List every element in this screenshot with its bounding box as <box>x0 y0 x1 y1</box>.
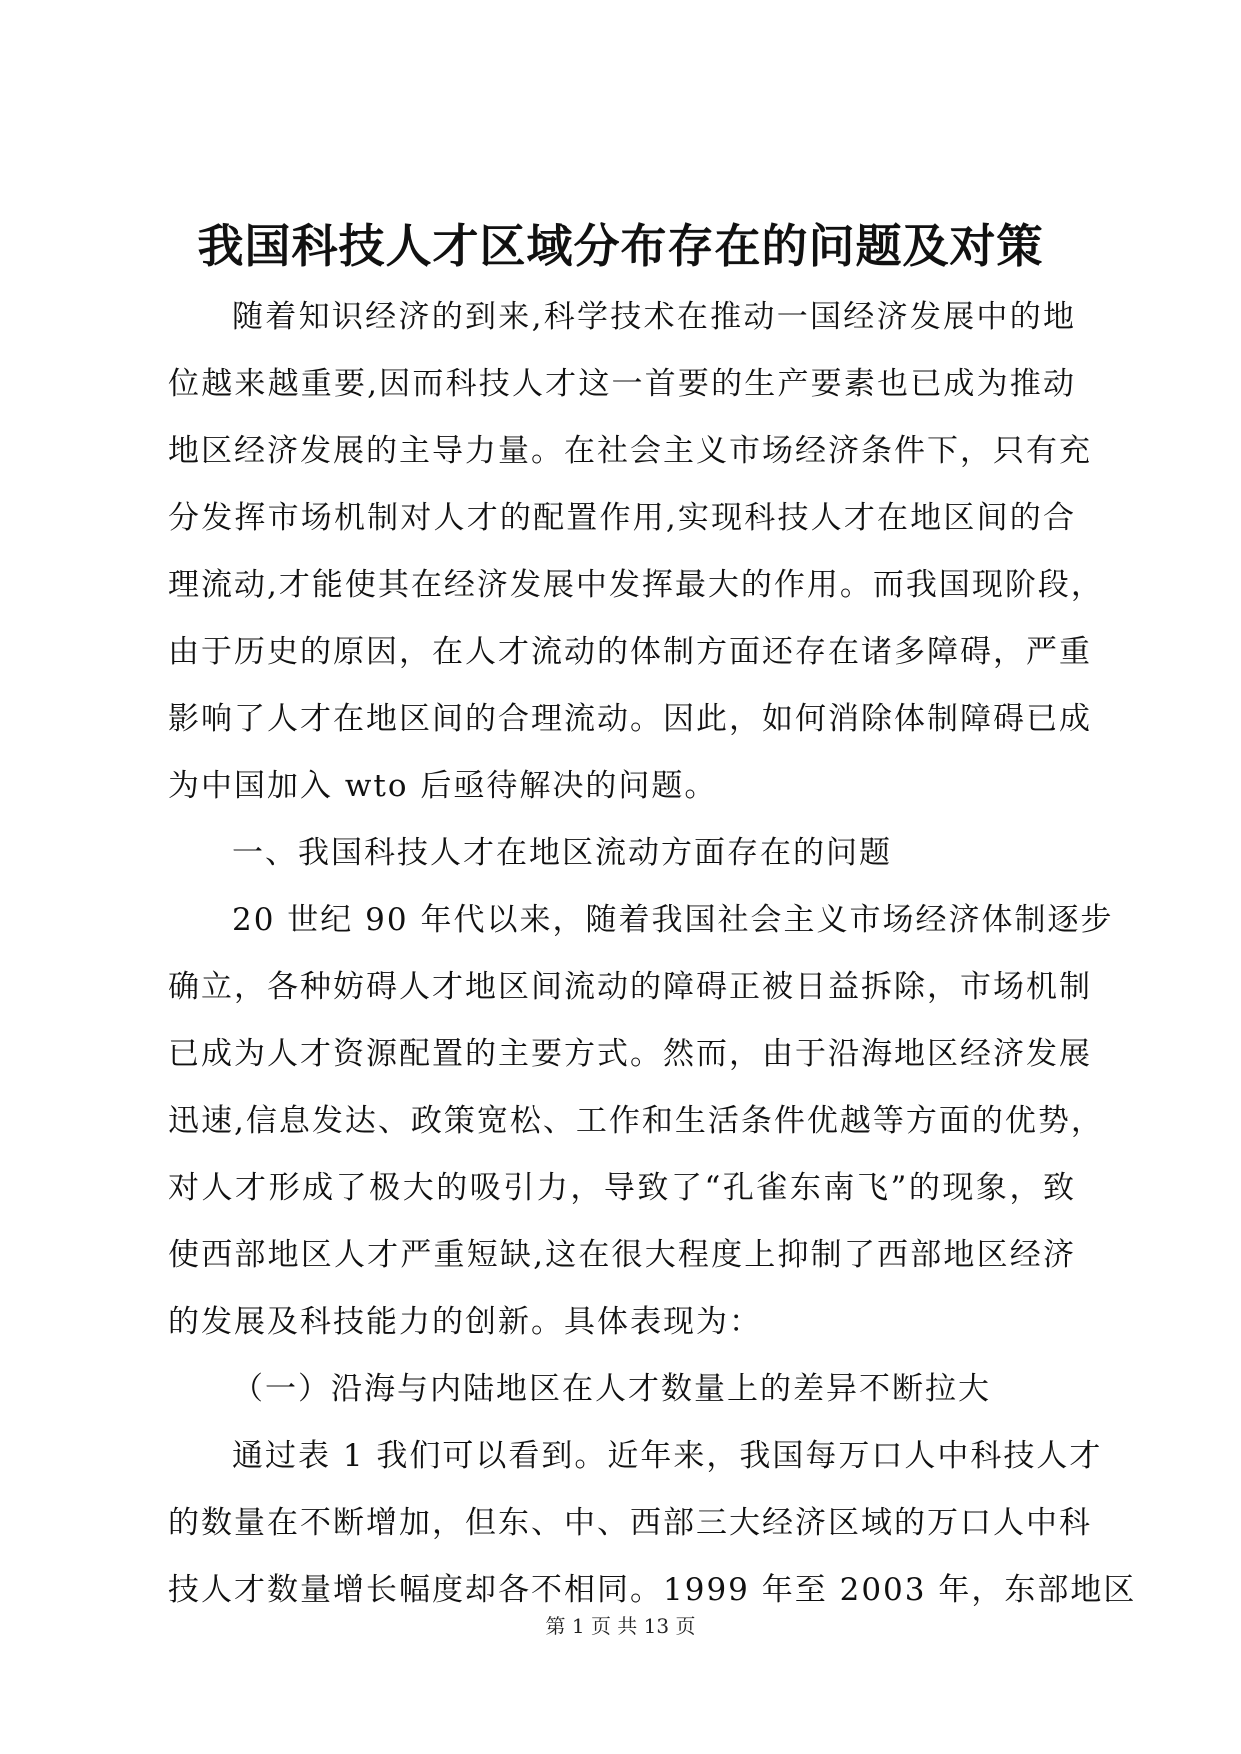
paragraph-line: 20 世纪 90 年代以来，随着我国社会主义市场经济体制逐步 <box>232 902 1114 938</box>
document-body <box>168 284 1137 1624</box>
subsection-heading: （一）沿海与内陆地区在人才数量上的差异不断拉大 <box>232 1371 991 1407</box>
paragraph-line: 对人才形成了极大的吸引力，导致了“孔雀东南飞”的现象，致 <box>168 1170 1076 1206</box>
paragraph-line: 为中国加入 wto 后亟待解决的问题。 <box>168 768 718 804</box>
paragraph-line: 已成为人才资源配置的主要方式。然而，由于沿海地区经济发展 <box>168 1036 1092 1072</box>
section-heading: 一、我国科技人才在地区流动方面存在的问题 <box>232 835 892 871</box>
paragraph-line: 理流动,才能使其在经济发展中发挥最大的作用。而我国现阶段， <box>168 567 1104 603</box>
paragraph-line: 影响了人才在地区间的合理流动。因此，如何消除体制障碍已成 <box>168 701 1092 737</box>
paragraph-line: 地区经济发展的主导力量。在社会主义市场经济条件下，只有充 <box>168 433 1092 469</box>
paragraph-line: 迅速,信息发达、政策宽松、工作和生活条件优越等方面的优势， <box>168 1103 1104 1139</box>
paragraph-line: 位越来越重要,因而科技人才这一首要的生产要素也已成为推动 <box>168 366 1076 402</box>
document-title: 我国科技人才区域分布存在的问题及对策 <box>197 219 1044 273</box>
paragraph-line: 通过表 1 我们可以看到。近年来，我国每万口人中科技人才 <box>232 1438 1103 1474</box>
paragraph-line: 确立，各种妨碍人才地区间流动的障碍正被日益拆除，市场机制 <box>168 969 1092 1005</box>
page-number-footer: 第 1 页 共 13 页 <box>545 1614 696 1638</box>
paragraph-line: 由于历史的原因，在人才流动的体制方面还存在诸多障碍，严重 <box>168 634 1092 670</box>
paragraph-line: 随着知识经济的到来,科学技术在推动一国经济发展中的地 <box>232 299 1076 335</box>
paragraph-line: 使西部地区人才严重短缺,这在很大程度上抑制了西部地区经济 <box>168 1237 1076 1273</box>
paragraph-line: 分发挥市场机制对人才的配置作用,实现科技人才在地区间的合 <box>168 500 1076 536</box>
paragraph-line: 技人才数量增长幅度却各不相同。1999 年至 2003 年，东部地区 <box>168 1572 1137 1608</box>
paragraph-line: 的数量在不断增加，但东、中、西部三大经济区域的万口人中科 <box>168 1505 1092 1541</box>
paragraph-line: 的发展及科技能力的创新。具体表现为： <box>168 1304 762 1340</box>
